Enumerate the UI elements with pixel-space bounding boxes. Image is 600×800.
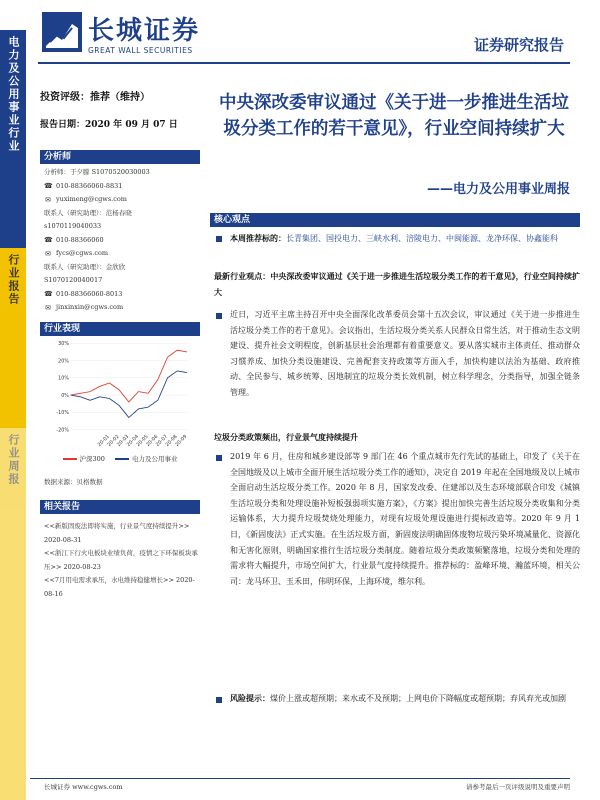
phone-icon: ☎ [44,182,53,191]
risk-text: 煤价上涨或超预期；来水或不及预期；上网电价下降幅度或超预期；弃风弃光或加剧 [270,694,566,703]
x-tick-label: 20-07 [155,434,169,448]
x-tick-label: 20-09 [174,434,189,448]
report-date: 报告日期：2020 年 09 月 07 日 [40,120,178,130]
legend-swatch [63,458,77,460]
phone-text: 010-88366060-8013 [56,289,123,298]
side-tab-subcategory [0,428,26,800]
core-section-header: 核心观点 [210,213,580,227]
bullet-icon [216,313,222,319]
paragraph-meeting: 近日，习近平主席主持召开中央全面深化改革委员会第十五次会议，审议通过《关于进一步推进生活垃圾分类工作的若干意见》。会议指出，生活垃圾分类关系人民群众日常生活，对于推动生态文明建设、提升社会文明程度，创新基层社会治理都有着重要意义。要从落实城市主体责任、推动群众习惯养成、加快分类设施建设、完善配套支持政策等方面入手，加快构建以法治为基础、政府推动、全民参与、城乡统筹、因地制宜的垃圾分类长效机制，树立科学理念，分类指导，加强全链条管理。 [230,310,580,397]
x-tick-label: 20-03 [116,434,131,448]
x-tick-label: 20-06 [145,434,160,448]
great-wall-logo-icon [42,12,82,52]
paragraph-policy: 2019 年 6 月，住房和城乡建设部等 9 部门在 46 个重点城市先行先试的基础上，印发了《关于在全国地级及以上城市全面开展生活垃圾分类工作的通知》，决定自 2019 年起在全国地级及以上城市全面启动生活垃圾分类工作。2020 年 8 月，国家发改委、住建部以及生态环境部联合印发《城镇生活垃圾分类和处理设施补短板强弱项实施方案》，《方案》提出加快完善生活垃圾分类收集和分类运输体系，大力提升垃圾焚烧处理能力，对现有垃圾处理设施进行提标改造等。2020 年 9 月 1 日，《新固废法》正式实施。在生活垃圾方面，新固废法明确固体废物垃圾污染环境减量化、资源化和无害化原则，明确国家推行生活垃圾分类制度。随着垃圾分类政策频繁落地，垃圾分类和处理的需求将大幅提升，市场空间扩大，行业景气度持续提升。推荐标的：盈峰环境、瀚蓝环境，相关公司：龙马环卫、玉禾田，伟明环保，上海环境，维尔利。 [230,452,580,586]
phone-text: 010-88366060-8831 [56,181,123,190]
rating-block [40,88,200,130]
y-tick-label: 10% [58,376,69,382]
email-text[interactable]: yuximeng@cgws.com [56,195,127,203]
side-tabs [0,30,26,800]
contact-name: 联系人（研究助理）：范杨春晓 [44,208,132,217]
y-tick-label: 30% [58,342,69,348]
recommendation-paragraph [230,231,580,247]
contact-name: 联系人（研究助理）：金欣欣 [44,262,126,271]
footer-disclaimer: 请参考最后一页评级说明及重要声明 [466,783,570,791]
analyst-phone [44,180,204,194]
y-tick-label: -10% [56,411,69,417]
report-title: 中央深改委审议通过《关于进一步推进生活垃圾分类工作的若干意见》，行业空间持续扩大 [219,93,569,139]
legend-swatch [115,458,129,460]
side-tab-category-label: 行业报告 [7,254,20,306]
contact-id: s1070119040033 [44,222,102,230]
chart-source: 数据来源：贝格数据 [44,478,103,486]
analyst-section-header: 分析师 [40,150,200,164]
policy-heading: 垃圾分类政策频出，行业景气度持续提升 [214,432,358,442]
chart-legend [40,454,200,463]
related-section-header: 相关报告 [40,500,200,514]
analyst-list [44,166,204,315]
contact-phone [44,234,204,248]
x-tick-label: 20-08 [165,434,179,448]
y-tick-label: 20% [58,359,69,365]
phone-icon: ☎ [44,236,53,245]
report-type-label: 证券研究报告 [473,36,564,54]
email-text[interactable]: jinxinxin@cgws.com [56,303,124,311]
legend-label: 沪深300 [79,455,105,463]
side-tab-subcategory-label: 行业周报 [7,434,20,486]
x-tick-label: 20-04 [126,434,140,448]
related-report-link[interactable]: <<新版固废法即将实施，行业景气度持续提升>> 2020-08-31 [44,522,190,544]
phone-text: 010-88366060 [56,235,104,244]
investment-rating: 投资评级：推荐（维持） [40,92,150,103]
contact-phone [44,288,204,302]
logo-text-cn: 长城证券 [88,16,201,46]
latest-view-text: 中央深改委审议通过《关于进一步推进生活垃圾分类工作的若干意见》，行业空间持续扩大 [214,271,580,297]
email-icon: ✉ [45,195,51,204]
recommendation-label: 本周推荐标的： [230,233,286,243]
logo-text-en: GREAT WALL SECURITIES [88,46,193,55]
latest-view-label: 最新行业观点： [214,271,271,281]
analyst-email[interactable] [44,193,204,207]
x-tick-label: 20-01 [97,434,111,448]
x-tick-label: 20-05 [136,434,150,448]
email-icon: ✉ [45,249,51,258]
side-tab-category [0,248,26,428]
company-logo [42,10,232,62]
side-tab-industry-label: 电力及公用事业行业 [7,36,20,153]
legend-item-sector [115,454,178,463]
bullet-icon [216,455,222,461]
email-text[interactable]: fycs@cgws.com [56,249,109,257]
contact-email[interactable] [44,247,204,261]
latest-view-paragraph [214,269,580,300]
analyst-name: 分析师：于夕朦 S1070520030003 [44,168,150,176]
risk-paragraph [230,691,580,707]
related-report-link[interactable]: <<7月用电需求承压，水电维持稳健增长>> 2020-08-16 [44,576,195,598]
y-tick-label: 0% [61,393,69,399]
page-header [0,0,600,68]
bullet-icon [216,697,222,703]
contact-email[interactable] [44,301,204,315]
email-icon: ✉ [45,303,51,312]
header-divider [38,62,570,64]
footer-url[interactable]: 长城证券 www.cgws.com [44,783,123,791]
bullet-icon [216,236,222,242]
footer-divider [30,778,570,779]
recommendation-text: 长青集团、国投电力、三峡水利、涪陵电力、中闽能源、龙净环保、协鑫能科 [286,234,558,243]
risk-label: 风险提示： [230,693,270,703]
related-report-link[interactable]: <<浙江下行火电板块业绩负荷，疫情之下环保板块承压>> 2020-08-23 [44,549,198,571]
legend-item-index [63,454,105,463]
phone-icon: ☎ [44,290,53,299]
legend-label: 电力及公用事业 [131,455,178,463]
performance-section-header: 行业表现 [40,322,200,336]
side-tab-industry [0,30,26,248]
industry-performance-chart [40,338,200,456]
related-reports [44,520,204,601]
report-subtitle: ——电力及公用事业周报 [426,182,570,197]
y-tick-label: -20% [56,428,69,434]
x-tick-label: 20-02 [107,434,121,448]
contact-id: S1070120040017 [44,276,103,284]
